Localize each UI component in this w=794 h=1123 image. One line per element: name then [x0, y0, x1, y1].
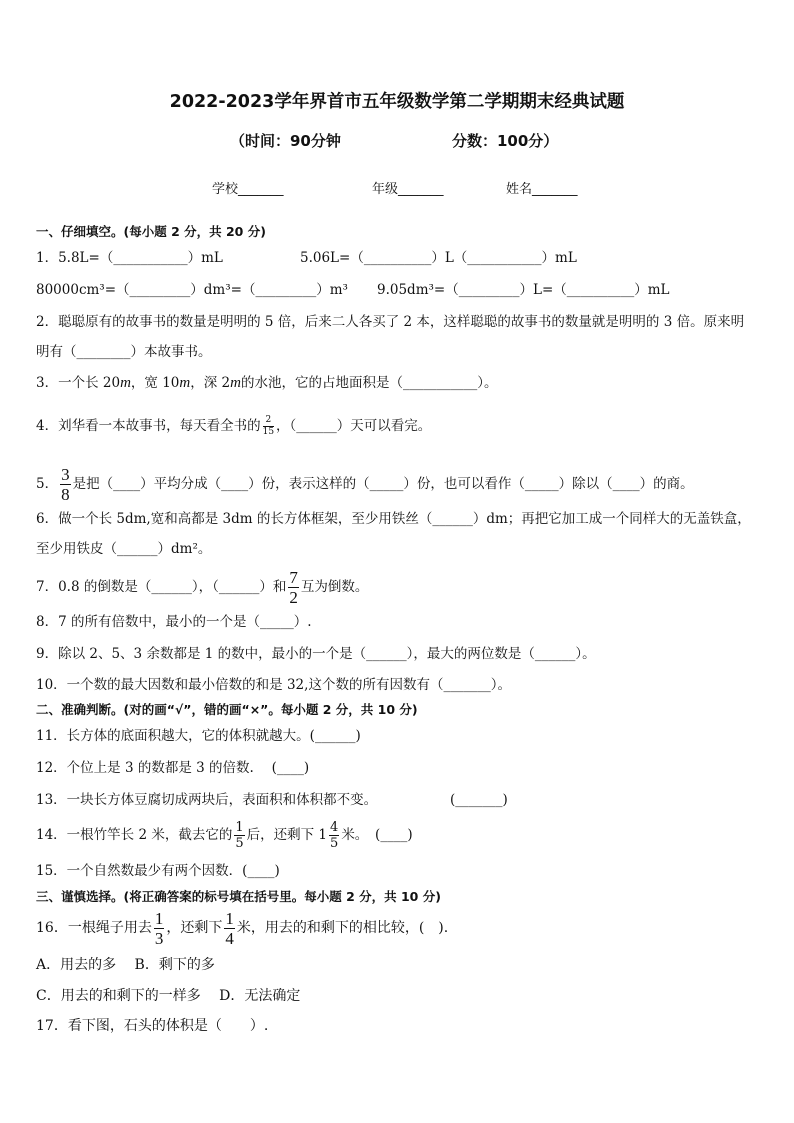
question-1c: 80000cm³=（_________）dm³=（_________）m³: [36, 282, 348, 298]
question-7: 7．0.8 的倒数是（______），（______）和 $\frac{7}{2}$ 互为倒数。: [36, 568, 369, 607]
question-4: 4．刘华看一本故事书，每天看全书的 $\frac{2}{15}$ ，（______）天可以看完。: [36, 415, 432, 437]
question-11: 11．长方体的底面积越大，它的体积就越大。(______): [36, 728, 361, 744]
exam-score: 分数：100分）: [452, 132, 559, 150]
fraction: $\frac{7}{2}$: [289, 568, 298, 607]
fraction: $\frac{1}{3}$: [154, 908, 164, 948]
school-field[interactable]: 学校_______: [212, 182, 284, 197]
page-title: 2022-2023学年界首市五年级数学第二学期期末经典试题: [169, 92, 625, 112]
question-9: 9．除以 2、5、3 余数都是 1 的数中，最小的一个是（______），最大的两位数是（______）。: [36, 646, 596, 662]
question-13: 13．一块长方体豆腐切成两块后，表面积和体积都不变。: [36, 792, 378, 808]
question-13-answer: (_______): [450, 792, 508, 808]
question-3: 3．一个长 20m，宽 10m，深 2m的水池，它的占地面积是（___________）。: [36, 375, 498, 391]
section3-heading: 三、谨慎选择。(将正确答案的标号填在括号里。每小题 2 分，共 10 分): [36, 889, 441, 904]
question-1b: 5.06L=（__________）L（___________）mL: [300, 250, 577, 266]
question-17: 17．看下图，石头的体积是（ ）.: [36, 1018, 269, 1034]
fraction: $\frac{4}{5}$: [330, 820, 339, 851]
fraction: $\frac{1}{5}$: [235, 820, 244, 851]
question-15: 15．一个自然数最少有两个因数．(____): [36, 863, 280, 879]
question-16-options-cd: C．用去的和剩下的一样多 D．无法确定: [36, 988, 301, 1004]
question-8: 8．7 的所有倍数中，最小的一个是（_____）.: [36, 614, 312, 630]
section1-heading: 一、仔细填空。(每小题 2 分，共 20 分): [36, 224, 266, 239]
exam-time: （时间：90分钟: [230, 132, 341, 150]
fraction: $\frac{1}{4}$: [225, 908, 234, 948]
fraction: $\frac{3}{8}$: [61, 465, 70, 504]
fraction: $\frac{2}{15}$: [262, 415, 275, 437]
question-10: 10．一个数的最大因数和最小倍数的和是 32,这个数的所有因数有（_______）。: [36, 677, 511, 693]
question-14: 14．一根竹竿长 2 米，截去它的 $\frac{1}{5}$ 后，还剩下 1 $\frac{4}{5}$ 米。 (____): [36, 820, 413, 851]
question-2b: 明有（________）本故事书。: [36, 344, 212, 360]
question-6a: 6．做一个长 5dm,宽和高都是 3dm 的长方体框架，至少用铁丝（______）dm；再把它加工成一个同样大的无盖铁盒，: [36, 511, 751, 527]
question-2a: 2．聪聪原有的故事书的数量是明明的 5 倍，后来二人各买了 2 本，这样聪聪的故事书的数量就是明明的 3 倍。原来明: [36, 314, 745, 330]
name-field[interactable]: 姓名_______: [506, 182, 578, 197]
question-5: 5． $\frac{3}{8}$ 是把（____）平均分成（____）份，表示这样的（_____）份，也可以看作（_____）除以（____）的商。: [36, 465, 694, 504]
question-12: 12．个位上是 3 的数都是 3 的倍数. (____): [36, 760, 310, 776]
grade-field[interactable]: 年级_______: [372, 182, 444, 197]
question-16: 16．一根绳子用去 $\frac{1}{3}$ ，还剩下 $\frac{1}{4}$ 米，用去的和剩下的相比较，( ).: [36, 908, 449, 948]
question-1a: 1．5.8L=（___________）mL: [36, 250, 223, 266]
section2-heading: 二、准确判断。(对的画“√”，错的画“×”。每小题 2 分，共 10 分): [36, 702, 418, 717]
question-1d: 9.05dm³=（_________）L=（__________）mL: [377, 282, 670, 298]
question-6b: 至少用铁皮（______）dm²。: [36, 541, 212, 557]
question-16-options-ab: A．用去的多 B．剩下的多: [36, 957, 215, 973]
